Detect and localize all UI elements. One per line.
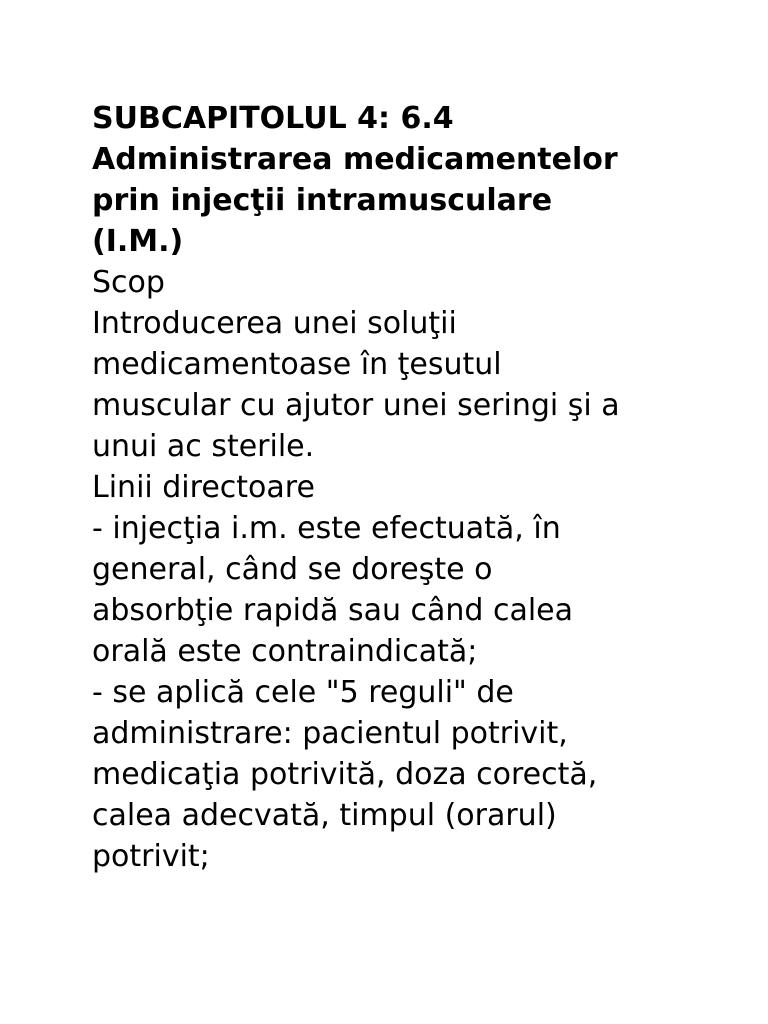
text-line: absorbţie rapidă sau când calea [92,593,574,628]
heading-line: prin injecţii intramusculare [92,183,553,218]
subheading-scop: Scop [92,265,165,300]
text-line: medicaţia potrivită, doza corectă, [92,757,598,792]
section-heading [92,98,732,262]
heading-line: SUBCAPITOLUL 4: 6.4 [92,101,454,136]
text-line: orală este contraindicată; [92,634,478,669]
heading-line: Administrarea medicamentelor [92,142,618,177]
text-line: medicamentoase în ţesutul [92,347,502,382]
text-line: - se aplică cele "5 reguli" de [92,675,514,710]
subheading-linii-directoare: Linii directoare [92,470,315,505]
text-line: calea adecvată, timpul (orarul) [92,798,557,833]
text-line: general, când se doreşte o [92,552,493,587]
text-line: - injecţia i.m. este efectuată, în [92,511,561,546]
text-line: administrare: pacientul potrivit, [92,716,568,751]
text-line: Introducerea unei soluţii [92,306,457,341]
body-text [92,262,732,877]
text-line: potrivit; [92,839,210,874]
text-line: muscular cu ajutor unei seringi şi a [92,388,620,423]
text-line: unui ac sterile. [92,429,315,464]
document-page [92,98,732,877]
heading-line: (I.M.) [92,224,184,259]
